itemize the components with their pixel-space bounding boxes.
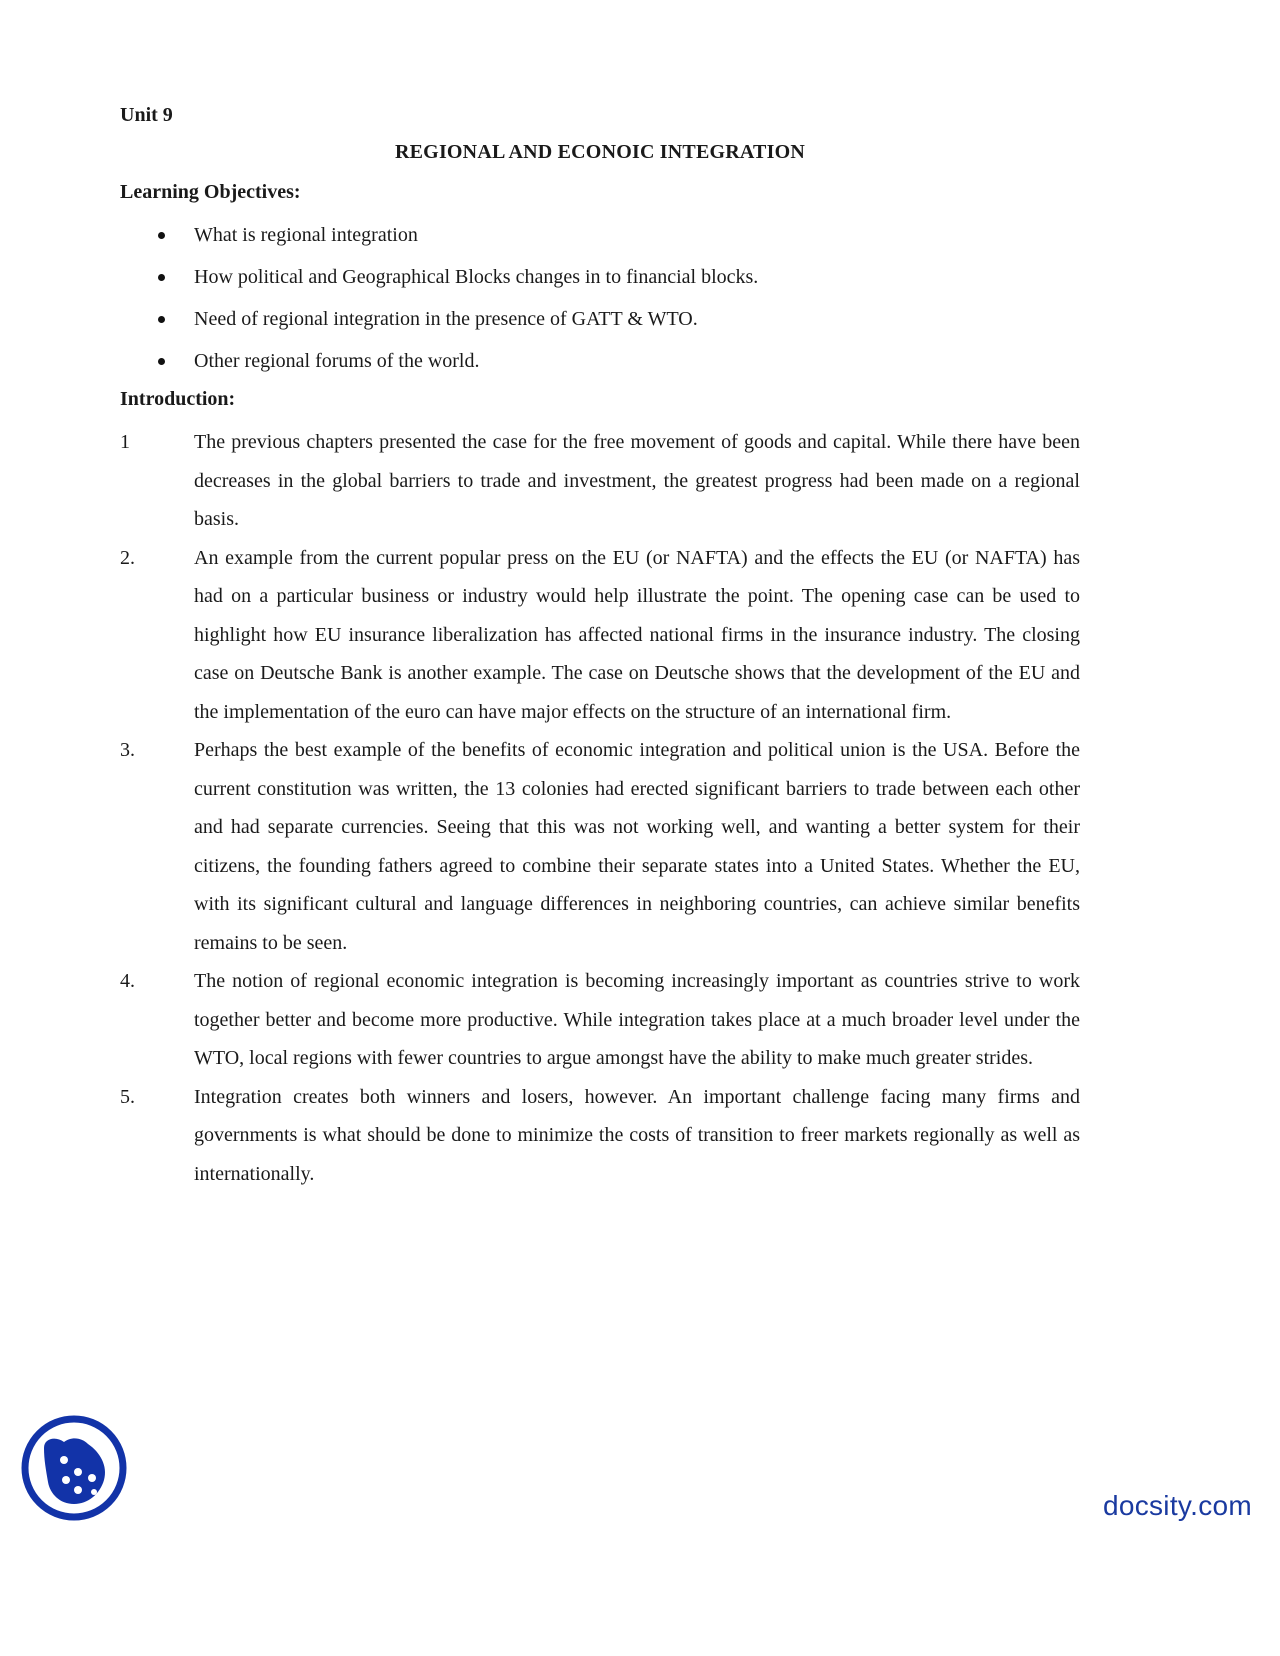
- introduction-list: [120, 423, 1080, 1193]
- list-item: [120, 304, 1080, 346]
- document-title: REGIONAL AND ECONOIC INTEGRATION: [395, 141, 805, 163]
- objective-text: Need of regional integration in the presence of GATT & WTO.: [194, 308, 698, 330]
- list-item: [120, 262, 1080, 304]
- objective-text: What is regional integration: [194, 224, 418, 246]
- unit-label: Unit 9: [120, 104, 173, 126]
- objective-text: Other regional forums of the world.: [194, 350, 480, 372]
- item-number: 5.: [120, 1085, 135, 1108]
- objective-text: How political and Geographical Blocks changes in to financial blocks.: [194, 266, 759, 288]
- paragraph-text: An example from the current popular press on the EU (or NAFTA) and the effects the EU (or NAFTA) has had on a particular business or industry would help illustrate the point. The opening case can be used to highlight how EU insurance liberalization has affected national firms in the insurance industry. The closing case on Deutsche Bank is another example. The case on Deutsche shows that the development of the EU and the implementation of the euro can have major effects on the structure of an international firm.: [194, 546, 1080, 723]
- paragraph-text: Perhaps the best example of the benefits of economic integration and political union is the USA. Before the current constitution was written, the 13 colonies had erected significant barriers to trade between each other and had separate currencies. Seeing that this was not working well, and wanting a better system for their citizens, the founding fathers agreed to combine their separate states into a United States. Whether the EU, with its significant cultural and language differences in neighboring countries, can achieve similar benefits remains to be seen.: [194, 739, 1080, 954]
- docsity-logo-icon[interactable]: [20, 1414, 128, 1522]
- item-number: 2.: [120, 546, 135, 569]
- list-item: [120, 220, 1080, 262]
- item-number: 3.: [120, 739, 135, 761]
- learning-objectives-list: [120, 220, 1080, 388]
- list-item: [120, 539, 1080, 732]
- bullet-icon: [158, 316, 165, 323]
- paragraph-text: The notion of regional economic integration is becoming increasingly important as countries strive to work together better and become more productive. While integration takes place at a much broader level under the WTO, local regions with fewer countries to argue amongst have the ability to make much greater strides.: [194, 970, 1080, 1069]
- logo-graphic: [20, 1414, 128, 1522]
- item-number: 1: [120, 431, 130, 453]
- list-item: [120, 1078, 1080, 1194]
- list-item: [120, 731, 1080, 962]
- item-number: 4.: [120, 970, 135, 992]
- bullet-icon: [158, 232, 165, 239]
- learning-objectives-heading: Learning Objectives:: [120, 181, 301, 203]
- list-item: [120, 346, 1080, 388]
- list-item: [120, 423, 1080, 539]
- paragraph-text: Integration creates both winners and losers, however. An important challenge facing many firms and governments is what should be done to minimize the costs of transition to freer markets regionally as well as internationally.: [194, 1085, 1080, 1185]
- introduction-heading: Introduction:: [120, 388, 236, 410]
- bullet-icon: [158, 274, 165, 281]
- bullet-icon: [158, 358, 165, 365]
- site-link[interactable]: docsity.com: [1102, 1490, 1252, 1521]
- paragraph-text: The previous chapters presented the case for the free movement of goods and capital. While there have been decreases in the global barriers to trade and investment, the greatest progress had been made on a regional basis.: [194, 431, 1080, 530]
- list-item: [120, 962, 1080, 1078]
